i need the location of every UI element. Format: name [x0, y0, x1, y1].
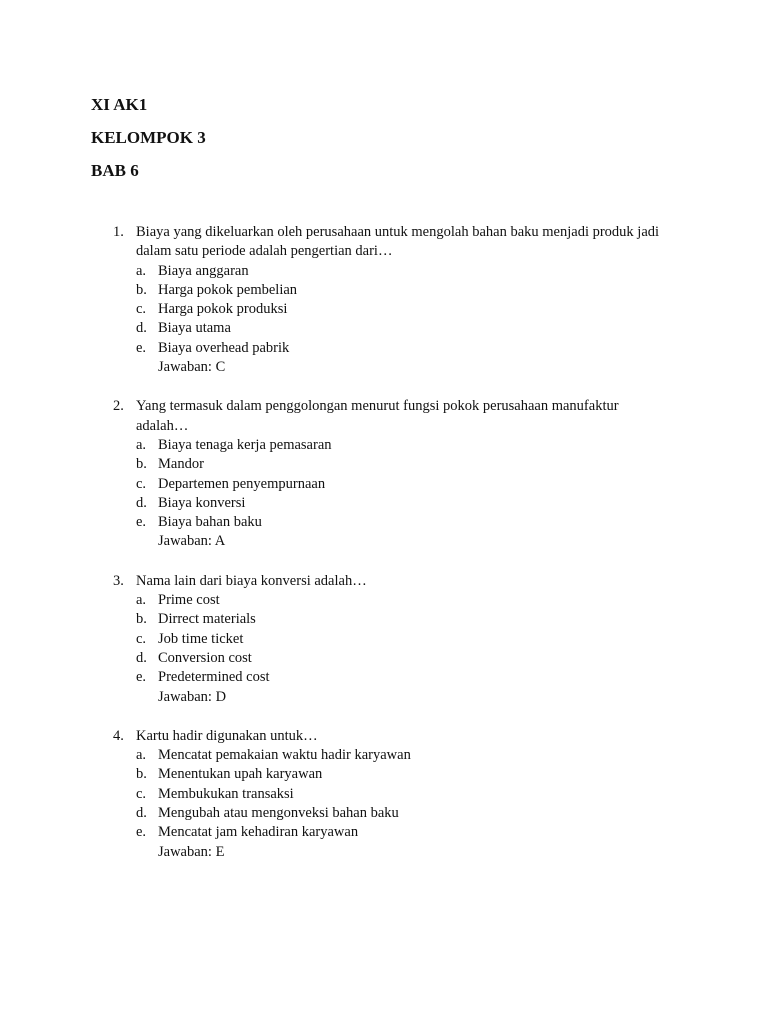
group-heading: KELOMPOK 3 — [91, 128, 206, 147]
option-item — [0, 436, 768, 455]
option-text: Harga pokok pembelian — [158, 281, 298, 298]
answer-line: Jawaban: C — [158, 359, 226, 376]
option-item — [0, 765, 768, 784]
option-item — [0, 455, 768, 474]
option-letter: e. — [136, 669, 147, 686]
option-item — [0, 785, 768, 804]
option-text: Mandor — [158, 456, 204, 473]
option-letter: c. — [136, 301, 147, 318]
question-text: Biaya yang dikeluarkan oleh perusahaan untuk mengolah bahan baku menjadi produk jadi dalam satu periode adalah pengertian dari… — [136, 224, 660, 260]
option-item — [0, 475, 768, 494]
option-item — [0, 591, 768, 610]
question-number: 2. — [113, 398, 124, 415]
class-heading: XI AK1 — [91, 95, 148, 114]
option-item — [0, 281, 768, 300]
option-item — [0, 649, 768, 668]
option-letter: e. — [136, 514, 147, 531]
option-letter: d. — [136, 494, 147, 511]
option-item — [0, 339, 768, 358]
question-item — [0, 572, 768, 707]
option-text: Mencatat pemakaian waktu hadir karyawan — [158, 747, 411, 764]
option-text: Prime cost — [158, 592, 220, 609]
option-item — [0, 630, 768, 649]
option-letter: d. — [136, 320, 147, 337]
question-number: 3. — [113, 572, 124, 589]
option-item — [0, 823, 768, 842]
option-text: Biaya bahan baku — [158, 514, 262, 531]
option-text: Predetermined cost — [158, 669, 270, 686]
option-item — [0, 610, 768, 629]
answer-line: Jawaban: A — [158, 533, 226, 550]
option-letter: b. — [136, 766, 147, 783]
chapter-heading: BAB 6 — [91, 161, 139, 180]
option-letter: c. — [136, 785, 147, 802]
option-text: Biaya overhead pabrik — [158, 339, 290, 356]
option-letter: a. — [136, 592, 147, 609]
option-text: Departemen penyempurnaan — [158, 475, 326, 492]
option-text: Biaya tenaga kerja pemasaran — [158, 436, 332, 453]
option-text: Menentukan upah karyawan — [158, 766, 323, 783]
option-letter: b. — [136, 456, 147, 473]
question-text: Nama lain dari biaya konversi adalah… — [136, 572, 367, 589]
option-letter: a. — [136, 747, 147, 764]
option-text: Biaya anggaran — [158, 262, 249, 279]
option-letter: d. — [136, 805, 147, 822]
option-item — [0, 262, 768, 281]
question-number: 4. — [113, 727, 124, 744]
option-letter: a. — [136, 262, 147, 279]
option-letter: e. — [136, 339, 147, 356]
question-number: 1. — [113, 224, 124, 240]
option-text: Mengubah atau mengonveksi bahan baku — [158, 805, 399, 822]
option-item — [0, 804, 768, 823]
option-item — [0, 668, 768, 687]
answer-line: Jawaban: D — [158, 688, 227, 705]
option-letter: e. — [136, 824, 147, 841]
option-letter: c. — [136, 630, 147, 647]
option-letter: c. — [136, 475, 147, 492]
option-text: Job time ticket — [158, 630, 244, 647]
answer-line: Jawaban: E — [158, 843, 225, 860]
option-text: Membukukan transaksi — [158, 785, 294, 802]
question-text: Yang termasuk dalam penggolongan menurut fungsi pokok perusahaan manufaktur adalah… — [136, 398, 619, 434]
question-item — [0, 397, 768, 551]
option-text: Mencatat jam kehadiran karyawan — [158, 824, 359, 841]
option-letter: a. — [136, 436, 147, 453]
option-letter: d. — [136, 649, 147, 666]
question-text: Kartu hadir digunakan untuk… — [136, 727, 318, 744]
question-item — [0, 727, 768, 862]
question-item — [0, 223, 768, 377]
option-text: Conversion cost — [158, 649, 252, 666]
option-item — [0, 513, 768, 532]
option-text: Harga pokok produksi — [158, 301, 288, 318]
question-list — [0, 223, 768, 882]
option-item — [0, 319, 768, 338]
option-item — [0, 300, 768, 319]
option-item — [0, 746, 768, 765]
option-letter: b. — [136, 611, 147, 628]
option-letter: b. — [136, 281, 147, 298]
option-item — [0, 494, 768, 513]
option-text: Biaya utama — [158, 320, 231, 337]
option-text: Dirrect materials — [158, 611, 256, 628]
option-text: Biaya konversi — [158, 494, 246, 511]
